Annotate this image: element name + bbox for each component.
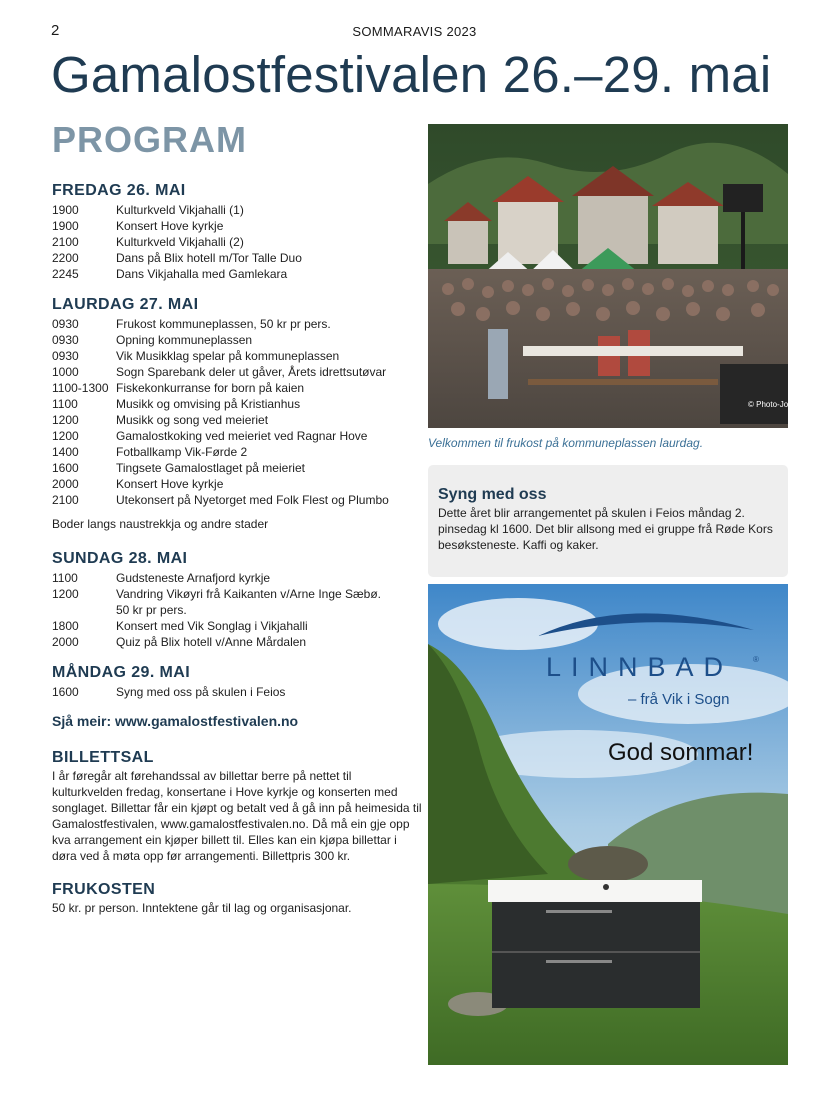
event-row (52, 202, 422, 218)
event-row (52, 332, 422, 348)
ad-brand: LINNBAD (546, 652, 734, 682)
event-time: 2200 (52, 251, 79, 265)
drawer-handle-icon (546, 910, 612, 913)
photo-credit: © Photo-John (748, 400, 798, 409)
info-box-title: Syng med oss (438, 486, 547, 503)
event-row (52, 316, 422, 332)
day-heading: MÅNDAG 29. MAI (52, 664, 191, 681)
event-row (52, 218, 422, 234)
event-time: 1000 (52, 365, 79, 379)
event-text: 50 kr pr pers. (116, 603, 187, 617)
program-day (52, 662, 422, 700)
event-time: 1900 (52, 219, 79, 233)
event-row (52, 618, 422, 634)
event-time: 2100 (52, 235, 79, 249)
program-heading: PROGRAM (52, 119, 247, 160)
event-time: 2100 (52, 493, 79, 507)
photo-caption: Velkommen til frukost på kommuneplassen laurdag. (428, 436, 704, 450)
event-text: Frukost kommuneplassen, 50 kr pr pers. (116, 317, 331, 331)
event-text: Kulturkveld Vikjahalli (1) (116, 203, 244, 217)
event-text: Konsert med Vik Songlag i Vikjahalli (116, 619, 308, 633)
drain-icon (603, 884, 609, 890)
frukosten-text: 50 kr. pr person. Inntektene går til lag og organisasjonar. (52, 901, 352, 915)
event-time: 1600 (52, 685, 79, 699)
ad-registered-mark: ® (753, 655, 759, 664)
event-text: Konsert Hove kyrkje (116, 477, 224, 491)
event-time: 2245 (52, 267, 79, 281)
event-text: Kulturkveld Vikjahalli (2) (116, 235, 244, 249)
program-day (52, 180, 422, 282)
event-row (52, 380, 422, 396)
day-heading: LAURDAG 27. MAI (52, 296, 199, 313)
linnbad-advertisement[interactable] (428, 584, 788, 1065)
festival-crowd-photo (428, 124, 798, 428)
event-time: 1900 (52, 203, 79, 217)
crowd-photo-illustration (428, 124, 798, 428)
program-days (52, 180, 422, 700)
running-head: SOMMARAVIS 2023 (352, 24, 477, 39)
event-text: Fiskekonkurranse for born på kaien (116, 381, 305, 395)
event-row (52, 586, 422, 602)
event-text: Syng med oss på skulen i Feios (116, 685, 286, 699)
event-row (52, 234, 422, 250)
event-text: Gudsteneste Arnafjord kyrkje (116, 571, 271, 585)
event-row (52, 570, 422, 586)
event-time: 1200 (52, 413, 79, 427)
event-text: Vik Musikklag spelar på kommuneplassen (116, 349, 340, 363)
event-time (52, 602, 116, 618)
event-time: 1100 (52, 397, 78, 411)
event-text: Fotballkamp Vik-Førde 2 (116, 445, 248, 459)
day-heading: SUNDAG 28. MAI (52, 550, 188, 567)
event-row (52, 266, 422, 282)
event-row (52, 476, 422, 492)
event-row (52, 492, 422, 508)
day-heading: FREDAG 26. MAI (52, 182, 186, 199)
event-text: Konsert Hove kyrkje (116, 219, 224, 233)
ad-slogan: God sommar! (608, 739, 754, 766)
event-time: 0930 (52, 333, 79, 347)
billettsal-text: I år føregår alt førehandssal av billettar berre på nettet til kulturkvelden fredag, konsertane i Hove kyrkje og konserten med songlaget. Billettar får ein kjøpt og betalt ved å gå inn på heimesida til Gamalostfestivalen, www.gamalostfestivalen.no. Då må ein gje opp kva arrangement ein kjøper billett til. Elles kan ein kjøpa billettar i døra ved å møta opp før arrangementi. Billettpris 300 kr. (52, 769, 422, 863)
event-time: 0930 (52, 349, 79, 363)
event-text: Musikk og omvising på Kristianhus (116, 397, 301, 411)
linnbad-ad-illustration (428, 584, 788, 1065)
event-row (52, 412, 422, 428)
program-day (52, 294, 422, 532)
day-note: Boder langs naustrekkja og andre stader (52, 517, 269, 531)
event-time: 1200 (52, 429, 79, 443)
event-row (52, 444, 422, 460)
event-text: Tingsete Gamalostlaget på meieriet (116, 461, 305, 475)
event-time: 1600 (52, 461, 79, 475)
event-row (52, 396, 422, 412)
event-row (52, 602, 422, 618)
event-row (52, 684, 422, 700)
website-link[interactable]: Sjå meir: www.gamalostfestivalen.no (52, 713, 299, 729)
main-title: Gamalostfestivalen 26.–29. mai (51, 46, 772, 103)
event-time: 2000 (52, 635, 79, 649)
event-text: Dans Vikjahalla med Gamlekara (116, 267, 288, 281)
event-text: Opning kommuneplassen (116, 333, 253, 347)
event-time: 1100 (52, 571, 78, 585)
program-day (52, 548, 422, 650)
event-row (52, 250, 422, 266)
event-time: 1400 (52, 445, 79, 459)
event-text: Gamalostkoking ved meieriet ved Ragnar Hove (116, 429, 368, 443)
syng-med-oss-box (428, 465, 788, 577)
billettsal-heading: BILLETTSAL (52, 749, 154, 766)
event-text: Vandring Vikøyri frå Kaikanten v/Arne Inge Sæbø. (116, 587, 382, 601)
sink-top (488, 880, 702, 902)
event-row (52, 348, 422, 364)
event-text: Sogn Sparebank deler ut gåver, Årets idrettsutøvar (116, 365, 387, 379)
event-time: 2000 (52, 477, 79, 491)
event-row (52, 364, 422, 380)
event-time: 1200 (52, 587, 79, 601)
cabinet-body (492, 902, 700, 1008)
event-text: Quiz på Blix hotell v/Anne Mårdalen (116, 635, 307, 649)
event-text: Musikk og song ved meieriet (116, 413, 269, 427)
frukosten-heading: FRUKOSTEN (52, 881, 156, 898)
event-row (52, 634, 422, 650)
event-text: Utekonsert på Nyetorget med Folk Flest og Plumbo (116, 493, 389, 507)
event-row (52, 428, 422, 444)
event-time: 0930 (52, 317, 79, 331)
event-text: Dans på Blix hotell m/Tor Talle Duo (116, 251, 302, 265)
event-time: 1100-1300 (52, 381, 109, 395)
program-column (52, 180, 422, 932)
info-box-text: Dette året blir arrangementet på skulen i Feios måndag 2. pinsedag kl 1600. Det blir allsong med ei gruppe frå Røde Kors besøksteneste. Kaffi og kaker. (438, 506, 773, 552)
event-row (52, 460, 422, 476)
event-time: 1800 (52, 619, 79, 633)
page-number: 2 (51, 22, 60, 39)
ad-tagline: – frå Vik i Sogn (628, 691, 730, 708)
drawer-handle-icon (546, 960, 612, 963)
